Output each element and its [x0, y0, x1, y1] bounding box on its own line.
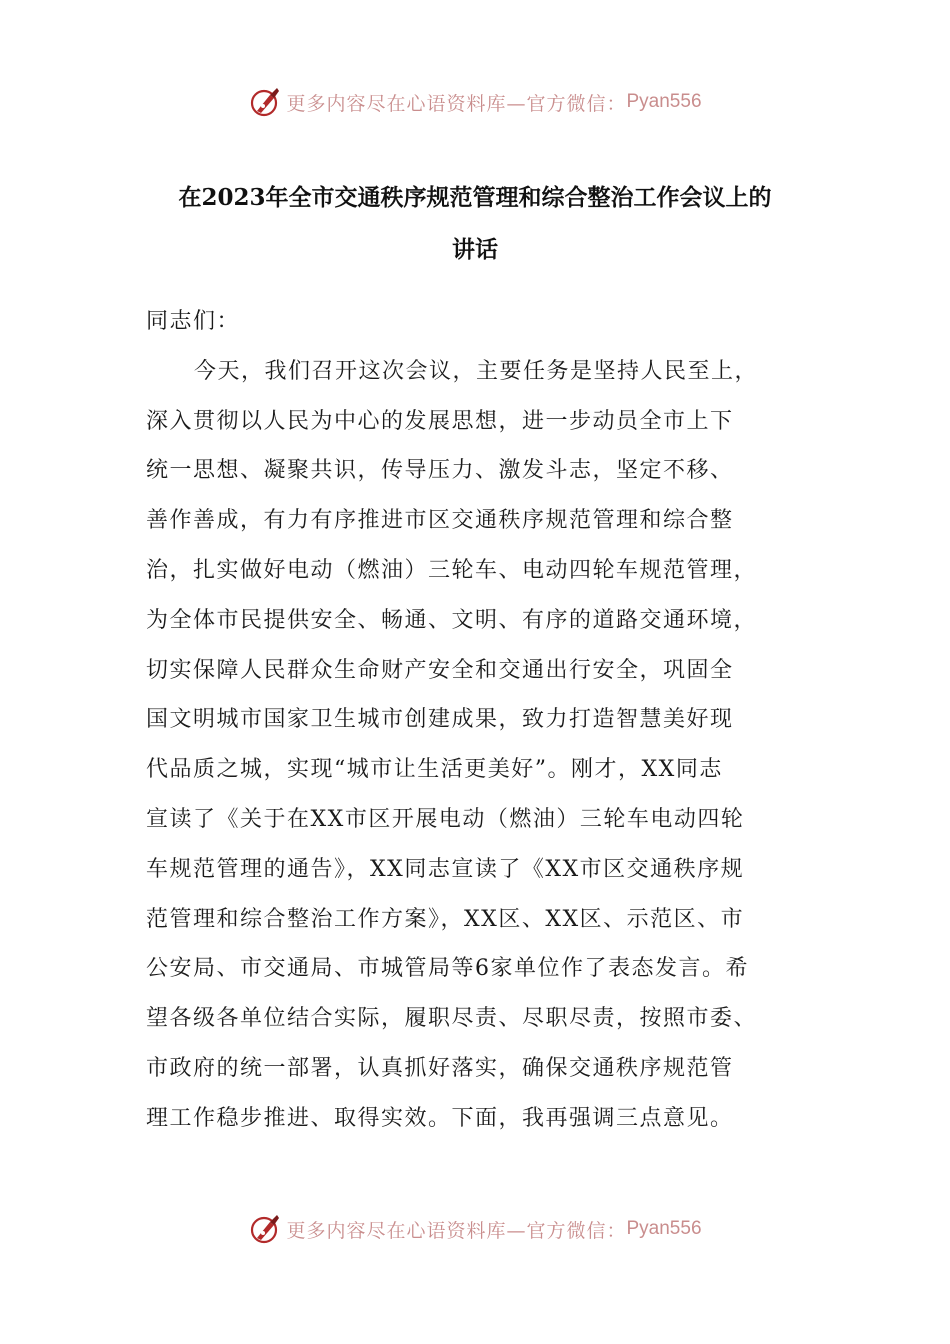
body-line: 代品质之城，实现“城市让生活更美好”。刚才，XX同志 — [146, 757, 723, 783]
body-line: 统一思想、凝聚共识，传导压力、激发斗志，坚定不移、 — [146, 458, 734, 484]
document-title — [140, 172, 810, 276]
body-line: 范管理和综合整治工作方案》，XX区、XX区、示范区、市 — [146, 906, 745, 932]
body-line: 理工作稳步推进、取得实效。下面，我再强调三点意见。 — [146, 1105, 734, 1131]
body-line: 今天，我们召开这次会议，主要任务是坚持人民至上， — [194, 358, 759, 384]
body-line: 望各级各单位结合实际，履职尽责、尽职尽责，按照市委、 — [146, 1006, 758, 1032]
header-banner — [0, 82, 950, 122]
pen-nib-logo-icon — [248, 85, 282, 119]
body-line: 为全体市民提供安全、畅通、文明、有序的道路交通环境， — [146, 607, 758, 633]
body-line: 市政府的统一部署，认真抓好落实，确保交通秩序规范管 — [146, 1055, 734, 1081]
body-line: 善作善成，有力有序推进市区交通秩序规范管理和综合整 — [146, 508, 734, 534]
footer-banner — [0, 1209, 950, 1249]
body-line: 宣读了《关于在XX市区开展电动（燃油）三轮车电动四轮 — [146, 806, 745, 832]
footer-wechat-id: Pyan556 — [626, 1218, 702, 1239]
body-line: 深入贯彻以人民为中心的发展思想，进一步动员全市上下 — [146, 408, 734, 434]
header-wechat-id: Pyan556 — [626, 91, 702, 112]
body-line: 切实保障人民群众生命财产安全和交通出行安全，巩固全 — [146, 657, 734, 683]
footer-promo-text: 更多内容尽在心语资料库—官方微信： — [286, 1219, 627, 1242]
salutation: 同志们： — [146, 309, 241, 334]
document-body — [146, 297, 806, 1144]
title-line-2: 讲话 — [452, 236, 498, 263]
pen-nib-logo-icon — [248, 1212, 282, 1246]
body-line: 车规范管理的通告》，XX同志宣读了《XX市区交通秩序规 — [146, 856, 745, 882]
body-line: 公安局、市交通局、市城管局等6家单位作了表态发言。希 — [146, 956, 749, 982]
body-line: 治，扎实做好电动（燃油）三轮车、电动四轮车规范管理， — [146, 557, 758, 583]
body-line: 国文明城市国家卫生城市创建成果，致力打造智慧美好现 — [146, 707, 734, 733]
title-line-1: 在2023年全市交通秩序规范管理和综合整治工作会议上的 — [178, 184, 772, 211]
header-promo-text: 更多内容尽在心语资料库—官方微信： — [286, 92, 627, 115]
